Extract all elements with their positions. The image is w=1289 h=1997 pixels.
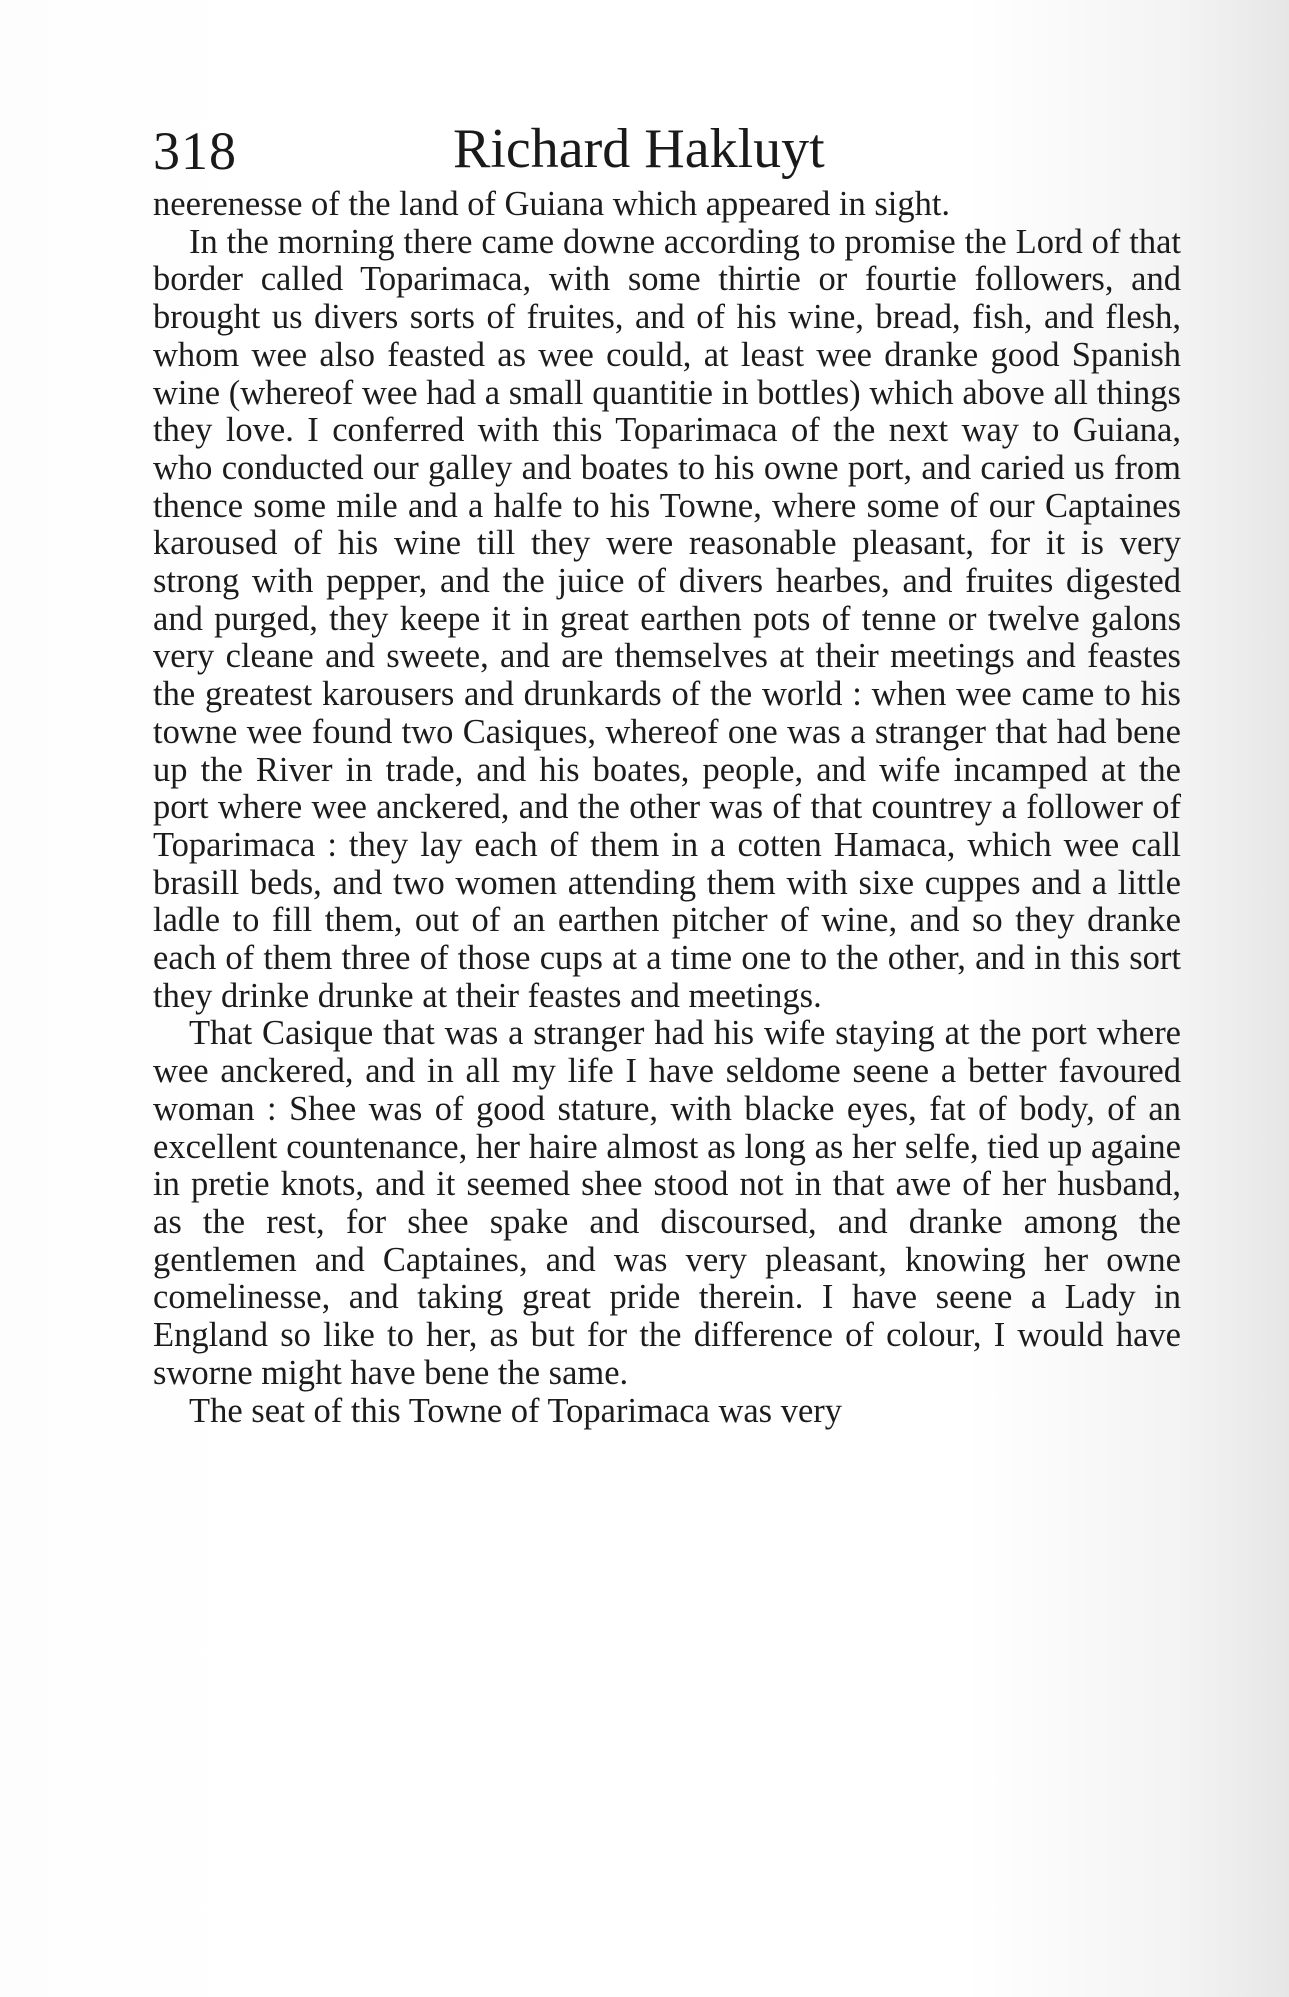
paragraph-continuation: neerenesse of the land of Guiana which appeared in sight. (153, 185, 951, 223)
page-number: 318 (153, 121, 237, 181)
paragraph-towne-seat: The seat of this Towne of Toparimaca was very (189, 1391, 843, 1430)
running-head: Richard Hakluyt (453, 118, 825, 180)
paragraph-toparimaca-visit: In the morning there came downe according to promise the Lord of that border called Toparimaca, with some thirtie or fourtie followers, and brought us divers sorts of fruites, and of his wine, bread, fish, and flesh, whom wee also feasted as wee could, at least wee dranke good Spanish wine (whereof wee had a small quantitie in bottles) which above all things they love. I conferred with this Toparimaca of the next way to Guiana, who conducted our galley and boates to his owne port, and caried us from thence some mile and a halfe to his Towne, where some of our Captaines karoused of his wine till they were reasonable pleasant, for it is very strong with pepper, and the juice of divers hearbes, and fruites digested and purged, they keepe it in great earthen pots of tenne or twelve galons very cleane and sweete, and are themselves at their meetings and feastes the greatest karousers and drunkards of the world : when wee came to his towne wee found two Casiques, whereof one was a stranger that had bene up the River in trade, and his boates, people, and wife incamped at the port where wee anckered, and the other was of that countrey a follower of Toparimaca : they lay each of them in a cotten Hamaca, which wee call brasill beds, and two women attending them with sixe cuppes and a little ladle to fill them, out of an earthen pitcher of wine, and so they dranke each of them three of those cups at a time one to the other, and in this sort they drinke drunke at their feastes and meetings. (153, 222, 1181, 1015)
paragraph-casique-wife: That Casique that was a stranger had his wife staying at the port where wee anckered, and in all my life I have seldome seene a better favoured woman : Shee was of good stature, with blacke eyes, fat of body, of an excellent countenance, her haire almost as long as her selfe, tied up againe in pretie knots, and it seemed shee stood not in that awe of her husband, as the rest, for shee spake and discoursed, and dranke among the gentlemen and Captaines, and was very pleasant, knowing her owne comelinesse, and taking great pride therein. I have seene a Lady in England so like to her, as but for the difference of colour, I would have sworne might have bene the same. (153, 1014, 1181, 1392)
body-text (153, 186, 1181, 1430)
